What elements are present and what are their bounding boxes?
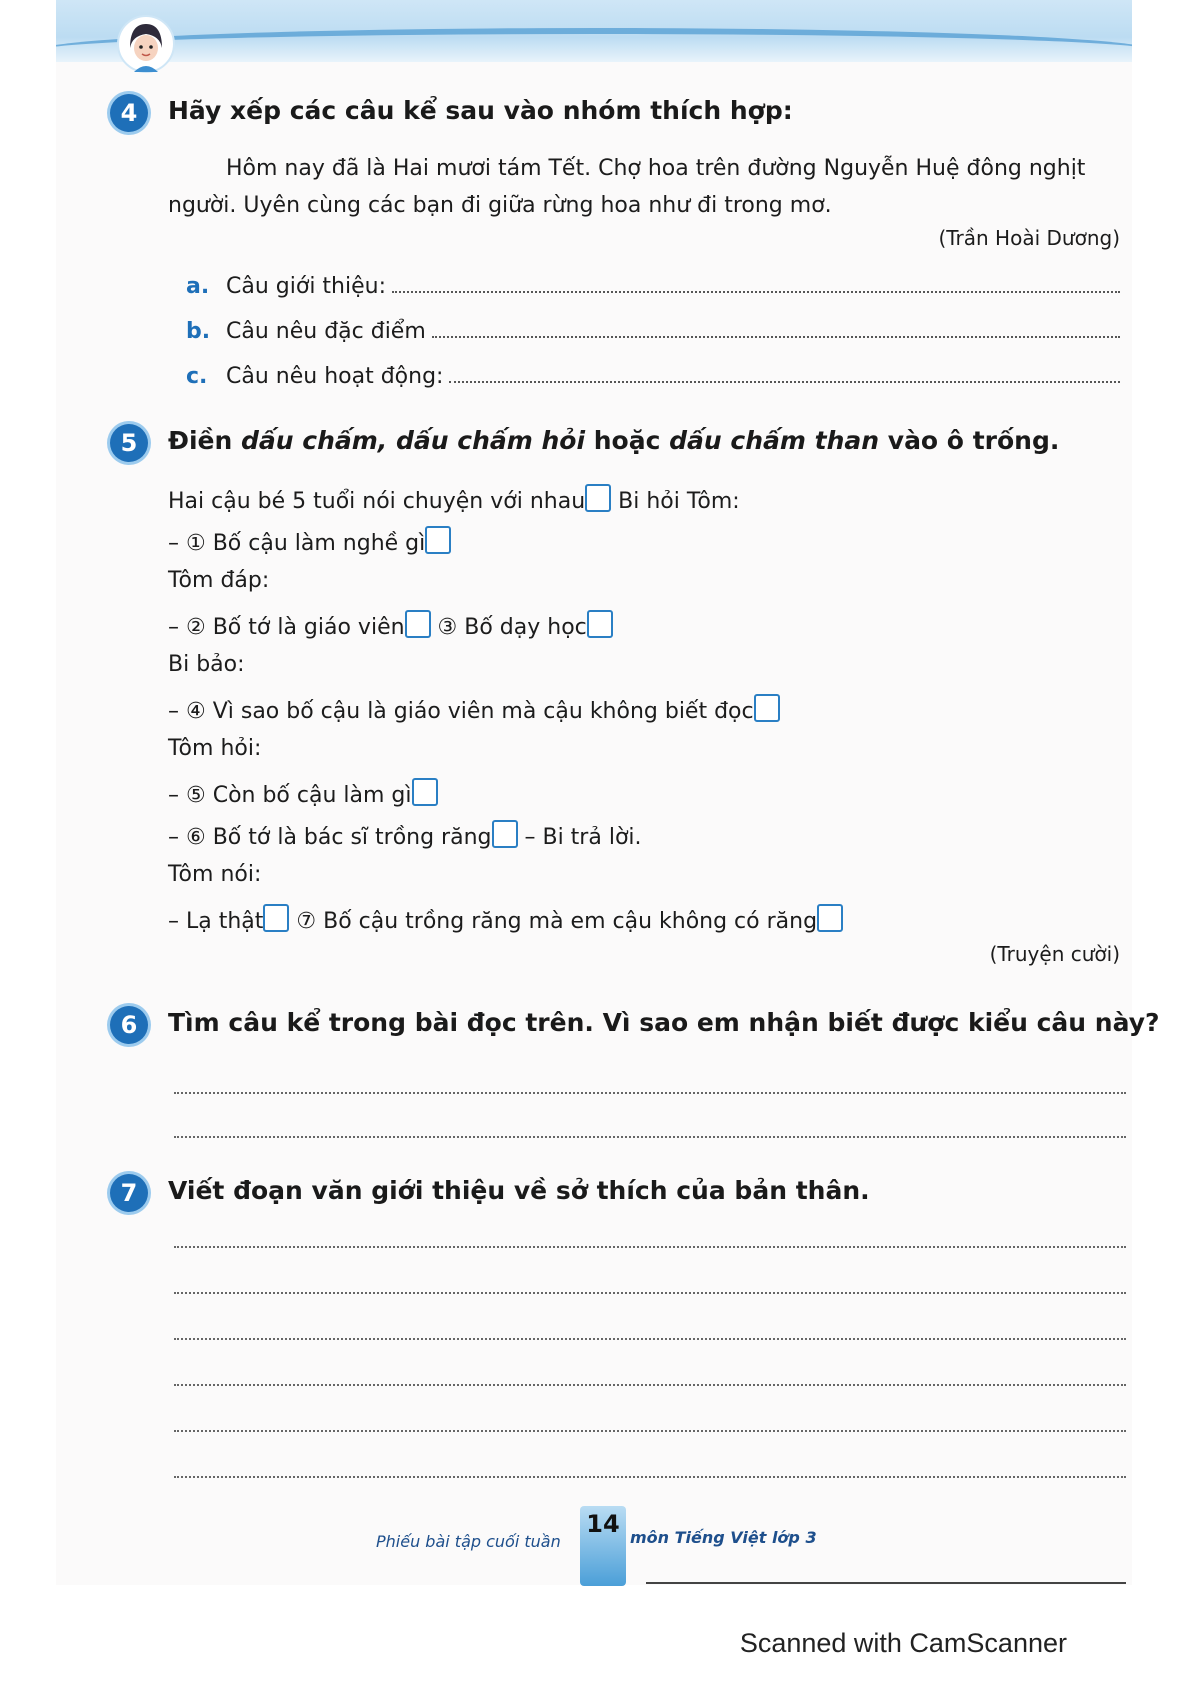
girl-avatar-icon <box>116 14 176 74</box>
line-text: – Bi trả lời. <box>517 825 642 850</box>
answer-dotted-line[interactable] <box>174 1338 1126 1340</box>
question-title: Viết đoạn văn giới thiệu về sở thích của bản thân. <box>168 1176 870 1205</box>
answer-dotted-line[interactable] <box>174 1246 1126 1248</box>
question-number-badge: 5 <box>110 424 148 462</box>
header-band <box>56 0 1132 62</box>
title-emphasis: dấu chấm than <box>669 426 880 455</box>
dialogue-line: Tôm nói: <box>168 862 262 887</box>
line-text: – ④ Vì sao bố cậu là giáo viên mà cậu không biết đọc <box>168 699 754 724</box>
answer-dotted-line[interactable] <box>174 1384 1126 1386</box>
page-number: 14 <box>586 1510 620 1538</box>
passage-source: (Trần Hoài Dương) <box>938 226 1120 250</box>
footer-rule <box>646 1582 1126 1584</box>
question-title: Hãy xếp các câu kể sau vào nhóm thích hợp: <box>168 96 793 125</box>
scanner-watermark: Scanned with CamScanner <box>739 1628 1067 1658</box>
question-number-badge: 4 <box>110 94 148 132</box>
dialogue-line: Tôm đáp: <box>168 568 270 593</box>
line-text: – ⑥ Bố tớ là bác sĩ trồng răng <box>168 825 492 850</box>
page-footer <box>56 1500 1132 1590</box>
answer-dotted-line[interactable] <box>174 1430 1126 1432</box>
title-text: vào ô trống. <box>879 426 1060 455</box>
line-text: – Lạ thật <box>168 909 264 934</box>
answer-dotted-line[interactable] <box>174 1476 1126 1478</box>
question-7 <box>110 1174 1120 1224</box>
dialogue-line <box>168 694 780 724</box>
punctuation-box[interactable] <box>405 610 431 638</box>
answer-dotted-line[interactable] <box>432 322 1120 338</box>
dialogue-line <box>168 484 740 514</box>
item-letter: c. <box>186 364 208 389</box>
line-text: – ① Bố cậu làm nghề gì <box>168 531 426 556</box>
answer-dotted-line[interactable] <box>174 1292 1126 1294</box>
worksheet-page <box>56 0 1160 1585</box>
footer-series-title: Phiếu bài tập cuối tuần <box>376 1532 561 1551</box>
punctuation-box[interactable] <box>425 526 451 554</box>
line-text: – ⑤ Còn bố cậu làm gì <box>168 783 412 808</box>
answer-dotted-line[interactable] <box>392 277 1120 293</box>
title-emphasis: dấu chấm, dấu chấm hỏi <box>240 426 586 455</box>
punctuation-box[interactable] <box>585 484 611 512</box>
dialogue-line <box>168 526 451 556</box>
pencil-icon <box>580 1506 626 1586</box>
passage-line-2: người. Uyên cùng các bạn đi giữa rừng hoa như đi trong mơ. <box>168 193 832 218</box>
item-letter: b. <box>186 319 211 344</box>
punctuation-box[interactable] <box>412 778 438 806</box>
dialogue-line: Bi bảo: <box>168 652 245 677</box>
answer-line-a[interactable] <box>186 274 1120 299</box>
answer-line-b[interactable] <box>186 319 1120 344</box>
answer-dotted-line[interactable] <box>174 1092 1126 1094</box>
answer-line-c[interactable] <box>186 364 1120 389</box>
question-number-badge: 7 <box>110 1174 148 1212</box>
punctuation-box[interactable] <box>587 610 613 638</box>
dialogue-line <box>168 610 613 640</box>
title-text: hoặc <box>585 426 670 455</box>
dialogue-line <box>168 778 438 808</box>
title-text: Điền <box>168 426 241 455</box>
punctuation-box[interactable] <box>754 694 780 722</box>
item-label: Câu giới thiệu: <box>226 274 386 299</box>
dialogue-line <box>168 904 843 934</box>
question-title: Tìm câu kể trong bài đọc trên. Vì sao em nhận biết được kiểu câu này? <box>168 1008 1160 1037</box>
line-text: – ② Bố tớ là giáo viên <box>168 615 405 640</box>
question-5 <box>110 424 1120 964</box>
question-number-badge: 6 <box>110 1006 148 1044</box>
answer-dotted-line[interactable] <box>174 1136 1126 1138</box>
dialogue-line: Tôm hỏi: <box>168 736 262 761</box>
punctuation-box[interactable] <box>817 904 843 932</box>
passage-line-1: Hôm nay đã là Hai mươi tám Tết. Chợ hoa trên đường Nguyễn Huệ đông nghịt <box>226 156 1086 181</box>
dialogue-line <box>168 820 642 850</box>
punctuation-box[interactable] <box>263 904 289 932</box>
line-text: Hai cậu bé 5 tuổi nói chuyện với nhau <box>168 489 586 514</box>
footer-subject: môn Tiếng Việt lớp 3 <box>630 1528 817 1547</box>
question-4 <box>110 94 1120 394</box>
item-letter: a. <box>186 274 210 299</box>
punctuation-box[interactable] <box>492 820 518 848</box>
line-text: ③ Bố dạy học <box>430 615 587 640</box>
story-source: (Truyện cười) <box>989 942 1120 966</box>
line-text: Bi hỏi Tôm: <box>611 489 740 514</box>
answer-dotted-line[interactable] <box>449 367 1120 383</box>
question-6 <box>110 1006 1160 1056</box>
question-title <box>168 426 1059 455</box>
item-label: Câu nêu đặc điểm <box>226 319 426 344</box>
item-label: Câu nêu hoạt động: <box>226 364 444 389</box>
line-text: ⑦ Bố cậu trồng răng mà em cậu không có răng <box>289 909 818 934</box>
header-wave <box>56 28 1132 62</box>
